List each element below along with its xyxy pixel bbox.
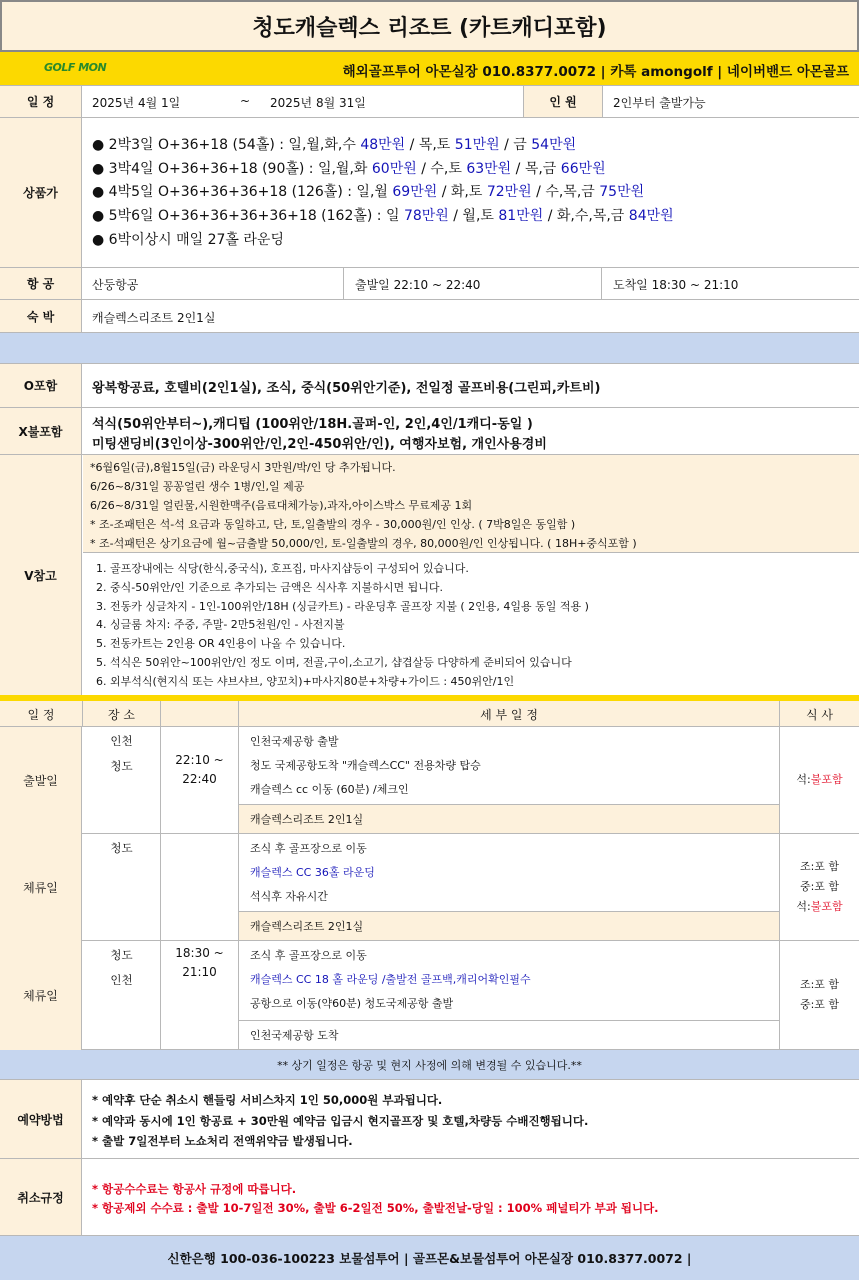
day-detail: 캐슬렉스 CC 18 홀 라운딩 /출발전 골프백,캐리어확인필수 — [250, 973, 531, 986]
people-label: 인 원 — [523, 86, 603, 117]
day-detail: 캐슬렉스 CC 36홀 라운딩 — [250, 866, 375, 879]
price-amount: 78만원 — [403, 207, 449, 224]
include-value: 왕복항공료, 호텔비(2인1실), 조식, 중식(50위안기준), 전일정 골프비용(그린피,카트비) — [92, 381, 601, 396]
price-extra: ● 6박이상시 매일 27홀 라운딩 — [92, 232, 284, 248]
flight-departure: 출발일 22:10 ~ 22:40 — [355, 278, 481, 292]
price-amount: 54만원 — [531, 137, 577, 153]
day-detail: 공항으로 이동(약60분) 청도국제공항 출발 — [250, 997, 454, 1010]
day-detail: 조식 후 골프장으로 이동 — [250, 842, 367, 855]
price-sep: / 화,토 — [437, 184, 487, 200]
day-place: 청도 — [110, 948, 133, 962]
note-line: 2. 중식-50위안/인 기준으로 추가되는 금액은 식사후 지불하시면 됩니다. — [96, 580, 444, 594]
price-amount: 84만원 — [628, 207, 674, 224]
header-day: 일 정 — [27, 707, 55, 722]
notes-top-list — [90, 458, 637, 553]
note-line: 1. 골프장내에는 식당(한식,중국식), 호프집, 마사지샵등이 구성되어 있습니다. — [96, 562, 469, 575]
hotel-value: 캐슬렉스리조트 2인1실 — [92, 311, 216, 325]
price-amount: 60만원 — [371, 160, 417, 177]
price-prefix: ● 2박3일 O+36+18 (54홀) : 일,월,화,수 — [92, 137, 361, 153]
note-line: 4. 싱글룸 차지: 주중, 주말- 2만5천원/인 - 사전지불 — [96, 618, 345, 632]
meal-line — [780, 996, 859, 1012]
note-line: 5. 전동카트는 2인용 OR 4인용이 나올 수 있습니다. — [96, 637, 346, 651]
meal-key: 중: — [799, 880, 815, 893]
notes-label: V참고 — [0, 455, 82, 695]
booking-section — [0, 1080, 859, 1159]
col-sep — [779, 941, 780, 1049]
itinerary-header — [0, 701, 859, 727]
note-line: * 조-조패턴은 석-석 요금과 동일하고, 단, 토,일출발의 경우 - 30,000원/인 인상. ( 7박8일은 동일함 ) — [90, 518, 576, 531]
price-prefix: ● 3박4일 O+36+36+18 (90홀) : 일,월,화 — [92, 160, 372, 177]
day-hotel: 캐슬렉스리조트 2인1실 — [239, 911, 779, 940]
exclude-line: 석식(50위안부터~),캐디팁 (100위안/18H.골퍼-인, 2인,4인/1캐디-동일 ) — [92, 417, 533, 432]
meal-line — [780, 878, 859, 894]
note-line: * 조-석패턴은 상기요금에 월~금출발 50,000/인, 토-일출발의 경우, 80,000원/인 인상됩니다. ( 18H+중식포함 ) — [90, 537, 637, 550]
note-line: 6/26~8/31일 꽁꽁얼린 생수 1병/인,일 제공 — [90, 480, 305, 493]
itinerary-footnote: ** 상기 일정은 항공 및 현지 사정에 의해 변경될 수 있습니다.** — [277, 1058, 582, 1072]
itinerary-day — [0, 834, 859, 941]
day-time: 21:10 — [182, 965, 217, 979]
cancel-section — [0, 1159, 859, 1236]
price-sep: / 월,토 — [448, 207, 499, 224]
meal-key: 조: — [799, 860, 815, 873]
schedule-start: 2025년 4월 1일 — [92, 96, 181, 110]
header-place: 장 소 — [108, 707, 135, 722]
flight-airline: 산둥항공 — [92, 278, 139, 292]
day-hotel: 캐슬렉스리조트 2인1실 — [239, 804, 779, 833]
price-prefix: ● 4박5일 O+36+36+36+18 (126홀) : 일,월 — [92, 184, 393, 200]
day-hotel: 인천국제공항 도착 — [239, 1020, 779, 1049]
price-line — [92, 134, 674, 158]
header-detail: 세 부 일 정 — [480, 707, 538, 722]
meal-line — [780, 858, 859, 874]
cancel-line: * 항공제외 수수료 : 출발 10-7일전 30%, 출발 6-2일전 50%, 출발전날-당일 : 100% 페널티가 부과 됩니다. — [92, 1201, 659, 1215]
hotel-label: 숙 박 — [0, 300, 82, 332]
price-sep: / 목,토 — [405, 137, 455, 153]
price-sep: / 수,토 — [416, 160, 467, 177]
note-line: 5. 석식은 50위안~100위안/인 정도 이며, 전골,구이,소고기, 샵겹살등 다양하게 준비되어 있습니다 — [96, 655, 572, 669]
meal-key: 석: — [796, 900, 811, 913]
price-amount: 81만원 — [498, 207, 544, 224]
price-line — [92, 158, 674, 182]
itinerary-day — [0, 941, 859, 1050]
meal-value: 포 함 — [814, 978, 840, 991]
price-label: 상품가 — [0, 118, 82, 267]
meal-value: 포 함 — [814, 880, 840, 893]
flight-row — [0, 268, 859, 300]
include-label: O포함 — [0, 364, 82, 407]
golfmon-logo: GOLF MON — [44, 61, 107, 74]
meal-line — [780, 898, 859, 914]
exclude-row — [0, 408, 859, 455]
meal-key: 중: — [799, 998, 815, 1011]
note-line: 3. 전동카 싱글차지 - 1인-100위안/18H (싱글카트) - 라운딩후 골프장 지불 ( 2인용, 4일용 동일 적용 ) — [96, 599, 589, 613]
schedule-label: 일 정 — [0, 86, 82, 117]
day-time: 22:10 ~ — [175, 753, 224, 767]
price-section — [0, 118, 859, 268]
price-amount: 51만원 — [454, 137, 500, 153]
itinerary-day — [0, 727, 859, 834]
notes-bottom-list — [96, 560, 589, 692]
day-detail: 인천국제공항 출발 — [250, 735, 339, 748]
flight-label: 항 공 — [0, 268, 82, 299]
people-value: 2인부터 출발가능 — [613, 96, 706, 110]
day-time: 22:40 — [182, 772, 217, 786]
meal-line — [780, 976, 859, 992]
note-line: 6. 외부석식(현지식 또는 샤브샤브, 양꼬치)+마사지80분+차량+가이드 : 450위안/1인 — [96, 674, 515, 688]
booking-line: * 출발 7일전부터 노쇼처리 전액위약금 발생됩니다. — [92, 1134, 353, 1148]
price-line — [92, 205, 674, 229]
schedule-tilde: ~ — [240, 94, 251, 108]
hotel-row — [0, 300, 859, 333]
schedule-row — [0, 86, 859, 118]
exclude-line: 미팅샌딩비(3인이상-300위안/인,2인-450위안/인), 여행자보험, 개인사용경비 — [92, 437, 547, 452]
spacer-band — [0, 333, 859, 364]
meal-value: 포 함 — [814, 998, 840, 1011]
price-amount: 72만원 — [486, 184, 532, 200]
meal-value: 불포함 — [810, 773, 843, 786]
day-detail: 캐슬렉스 cc 이동 (60분) /체크인 — [250, 783, 409, 796]
price-line — [92, 181, 674, 205]
price-amount: 75만원 — [599, 184, 645, 200]
note-line: *6월6일(금),8월15일(금) 라운딩시 3만원/박/인 당 추가됩니다. — [90, 461, 396, 474]
day-detail: 청도 국제공항도착 "캐슬렉스CC" 전용차량 탑승 — [250, 759, 481, 772]
price-amount: 48만원 — [360, 137, 406, 153]
day-place: 인천 — [110, 734, 133, 748]
footnote-band — [0, 1050, 859, 1080]
day-place: 인천 — [110, 973, 133, 987]
meal-key: 석: — [796, 773, 811, 786]
title-bar — [0, 0, 859, 52]
page-title: 청도캐슬렉스 리조트 (카트캐디포함) — [252, 15, 607, 41]
day-detail: 석식후 자유시간 — [250, 890, 328, 903]
day-place: 청도 — [110, 841, 133, 855]
day-detail: 조식 후 골프장으로 이동 — [250, 949, 367, 962]
meal-line — [780, 771, 859, 787]
day-label: 체류일 — [0, 834, 82, 941]
flight-arrival: 도착일 18:30 ~ 21:10 — [613, 278, 739, 292]
meal-value: 불포함 — [810, 900, 843, 913]
bank-info: 신한은행 100-036-100223 보물섬투어 | 골프몬&보물섬투어 아몬실장 010.8377.0072 | — [167, 1251, 692, 1266]
day-label: 체류일 — [0, 941, 82, 1050]
day-place: 청도 — [110, 759, 133, 773]
booking-line: * 예약과 동시에 1인 항공료 + 30만원 예약금 입금시 현지골프장 및 호텔,차량등 수배진행됩니다. — [92, 1114, 589, 1128]
price-list — [92, 134, 674, 228]
col-sep — [160, 834, 161, 940]
footer-band — [0, 1236, 859, 1280]
include-row — [0, 364, 859, 408]
cancel-line: * 항공수수료는 항공사 규정에 따릅니다. — [92, 1182, 297, 1196]
booking-line: * 예약후 단순 취소시 핸들링 서비스차지 1인 50,000원 부과됩니다. — [92, 1093, 443, 1107]
price-sep: / 수,목,금 — [531, 184, 600, 200]
price-sep: / 금 — [499, 137, 532, 153]
header-meal: 식 사 — [806, 707, 833, 722]
meal-value: 포 함 — [814, 860, 840, 873]
booking-label: 예약방법 — [0, 1080, 82, 1158]
brand-band — [0, 52, 859, 86]
cancel-label: 취소규정 — [0, 1159, 82, 1235]
day-label: 출발일 — [0, 727, 82, 834]
price-sep: / 화,수,목,금 — [543, 207, 629, 224]
price-prefix: ● 5박6일 O+36+36+36+36+18 (162홀) : 일 — [92, 207, 404, 224]
price-amount: 66만원 — [560, 160, 606, 177]
schedule-end: 2025년 8월 31일 — [270, 96, 366, 110]
itinerary-table — [0, 727, 859, 1050]
meal-key: 조: — [799, 978, 815, 991]
day-time: 18:30 ~ — [175, 946, 224, 960]
note-line: 6/26~8/31일 얼린물,시원한맥주(음료대체가능),과자,아이스박스 무료제공 1회 — [90, 499, 473, 512]
exclude-label: X불포함 — [0, 408, 82, 454]
price-sep: / 목,금 — [511, 160, 561, 177]
notes-section — [0, 455, 859, 695]
price-amount: 69만원 — [392, 184, 438, 200]
contact-line: 해외골프투어 아몬실장 010.8377.0072 | 카톡 amongolf | 네이버밴드 아몬골프 — [342, 64, 849, 80]
price-amount: 63만원 — [466, 160, 512, 177]
